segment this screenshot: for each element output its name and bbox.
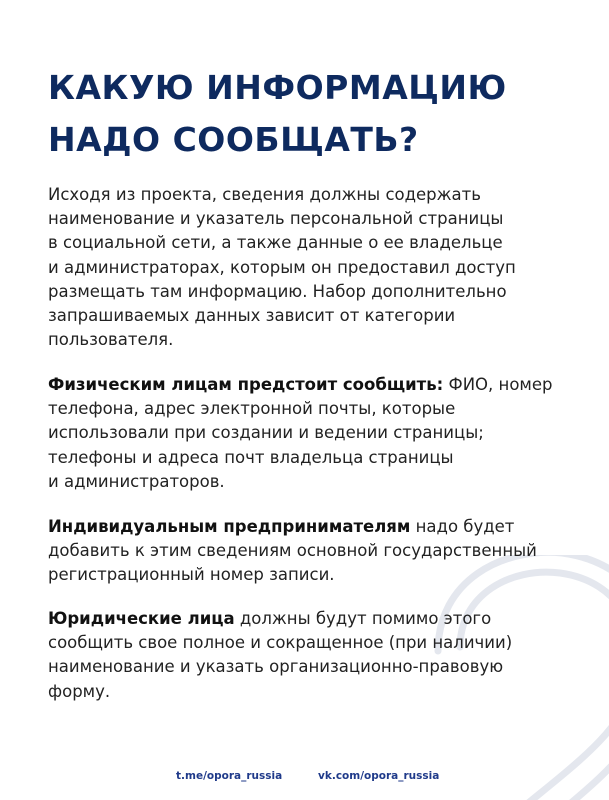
entrepreneurs-first-line	[48, 515, 578, 539]
individuals-paragraph	[48, 373, 578, 494]
page-title-line-1: КАКУЮ ИНФОРМАЦИЮ	[48, 68, 507, 107]
entrepreneurs-paragraph	[48, 515, 578, 588]
intro-line: наименование и указатель персональной страницы	[48, 209, 504, 229]
legal-entities-line: наименование и указать организационно-правовую	[48, 657, 504, 677]
individuals-line: телефона, адрес электронной почты, которые	[48, 399, 456, 419]
entrepreneurs-first-rest: надо будет	[410, 517, 515, 536]
entrepreneurs-heading: Индивидуальным предпринимателям	[48, 517, 411, 536]
individuals-first-line	[48, 373, 578, 397]
page-title-line-2: НАДО СООБЩАТЬ?	[48, 120, 419, 159]
intro-paragraph	[48, 183, 578, 352]
legal-entities-line: сообщить свое полное и сокращенное (при наличии)	[48, 633, 513, 653]
legal-entities-line: форму.	[48, 681, 111, 701]
legal-entities-first-rest: должны будут помимо этого	[234, 609, 492, 628]
entrepreneurs-line: регистрационный номер записи.	[48, 565, 335, 585]
intro-line: пользователя.	[48, 330, 174, 350]
individuals-heading: Физическим лицам предстоит сообщить:	[48, 375, 444, 394]
vk-link[interactable]: vk.com/opora_russia	[318, 770, 440, 782]
individuals-line: использовали при создании и ведении страницы;	[48, 423, 484, 443]
telegram-link[interactable]: t.me/opora_russia	[176, 770, 283, 782]
individuals-line: телефоны и адреса почт владельца страницы	[48, 447, 454, 467]
intro-line: и администраторах, которым он предоставил доступ	[48, 257, 516, 277]
individuals-first-rest: ФИО, номер	[443, 375, 553, 394]
intro-line: Исходя из проекта, сведения должны содержать	[48, 185, 481, 204]
intro-line: размещать там информацию. Набор дополнительно	[48, 281, 507, 301]
intro-line: в социальной сети, а также данные о ее владельце	[48, 233, 503, 253]
page-title	[48, 62, 507, 166]
individuals-line: и администраторов.	[48, 471, 225, 491]
legal-entities-first-line	[48, 607, 578, 631]
intro-line: запрашиваемых данных зависит от категории	[48, 306, 456, 326]
legal-entities-paragraph	[48, 607, 578, 704]
legal-entities-heading: Юридические лица	[48, 609, 235, 628]
entrepreneurs-line: добавить к этим сведениям основной государственный	[48, 541, 537, 561]
